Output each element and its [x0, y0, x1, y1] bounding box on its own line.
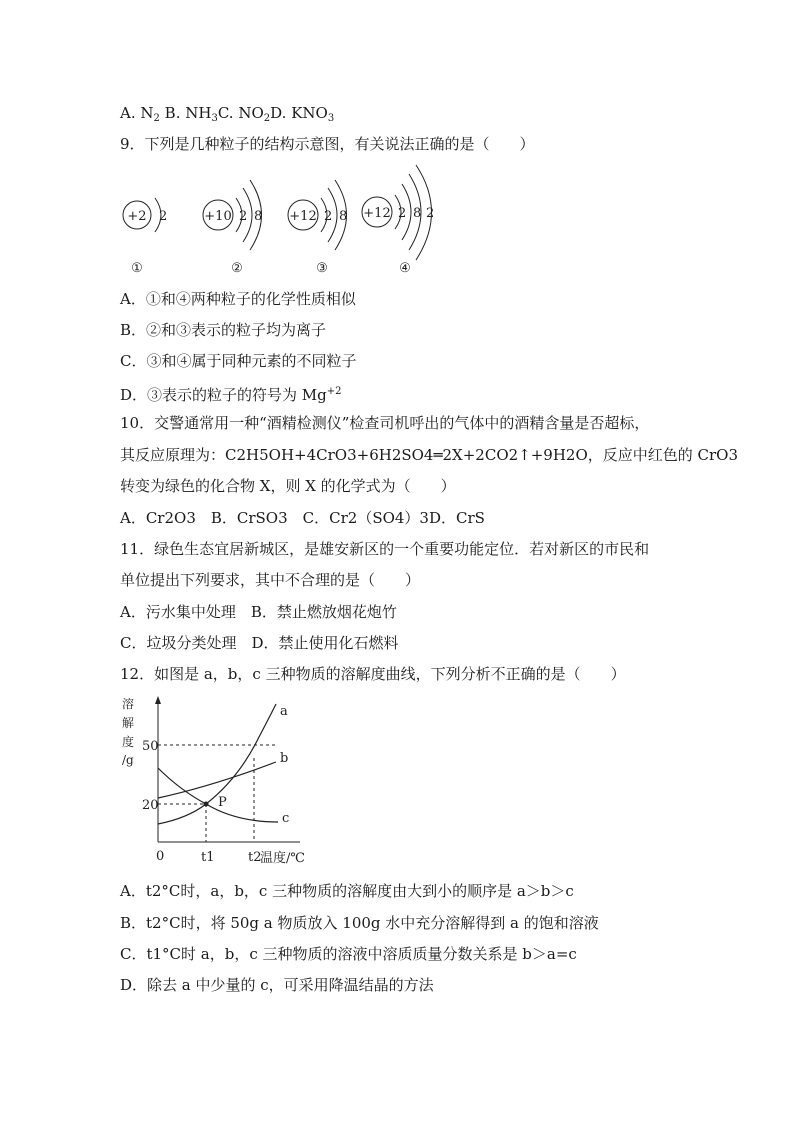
subscript: 2 [153, 113, 160, 124]
q12-stem: 12．如图是 a，b，c 三种物质的溶解度曲线，下列分析不正确的是（ ） [120, 665, 626, 683]
subscript: 3 [211, 113, 218, 124]
q9-option-b: B．②和③表示的粒子均为离子 [120, 321, 327, 339]
atomic-structure-diagram [115, 160, 455, 280]
q8-option-b: NH [185, 104, 212, 122]
q10-stem-line3: 转变为绿色的化合物 X，则 X 的化学式为（ ） [120, 477, 456, 495]
y-axis-label-char: /g [122, 753, 134, 767]
y-axis-label-char: 解 [122, 716, 135, 730]
y-axis-label-char: 度 [122, 735, 135, 749]
q8-option-c: NO [238, 104, 264, 122]
x-tick-t2: t2 [248, 850, 262, 865]
nucleus-1-charge: +2 [127, 209, 147, 224]
shell-electrons: 8 [413, 206, 422, 221]
shell-electrons: 8 [254, 209, 263, 224]
particle-label-3: ③ [316, 261, 328, 276]
q11-options-cd: C．垃圾分类处理 D．禁止使用化石燃料 [120, 634, 399, 652]
origin-label: 0 [156, 849, 165, 864]
curve-label-c: c [282, 811, 290, 826]
q9-option-d [120, 382, 342, 405]
solubility-curve-chart [118, 694, 318, 869]
nucleus-2-charge: +10 [204, 209, 232, 224]
shell-electrons: 8 [339, 209, 348, 224]
y-axis-arrow [155, 696, 161, 704]
curve-a [158, 704, 276, 824]
x-axis-label: 温度/℃ [260, 851, 305, 866]
q8-option-d-letter: D. [270, 104, 287, 122]
x-tick-t1: t1 [201, 850, 215, 865]
q9-option-a: A．①和④两种粒子的化学性质相似 [120, 290, 356, 308]
q8-option-c-letter: C. [217, 104, 234, 122]
subscript: 3 [327, 113, 335, 124]
q9-option-c: C．③和④属于同种元素的不同粒子 [120, 352, 357, 370]
particle-label-1: ① [131, 261, 143, 276]
nucleus-3-charge: +12 [289, 209, 317, 224]
q11-options-ab: A．污水集中处理 B．禁止燃放烟花炮竹 [120, 603, 397, 621]
y-tick-20: 20 [142, 798, 159, 813]
q12-option-d: D．除去 a 中少量的 c，可采用降温结晶的方法 [120, 976, 434, 994]
q12-option-c: C．t1°C时 a，b，c 三种物质的溶液中溶质质量分数关系是 b＞a=c [120, 945, 577, 963]
q12-option-a: A．t2°C时，a，b，c 三种物质的溶解度由大到小的顺序是 a＞b＞c [120, 882, 574, 900]
particle-label-2: ② [231, 261, 243, 276]
shell-electrons: 2 [398, 206, 407, 221]
shell-electrons: 2 [159, 209, 168, 224]
q8-option-d: KNO [291, 104, 328, 122]
curve-label-a: a [280, 704, 288, 719]
y-axis-label-char: 溶 [122, 697, 135, 711]
curve-b [158, 762, 276, 798]
shell-electrons: 2 [426, 206, 435, 221]
q10-options: A．Cr2O3 B．CrSO3 C．Cr2（SO4）3D．CrS [120, 509, 485, 527]
q11-stem-line2: 单位提出下列要求，其中不合理的是（ ） [120, 571, 421, 589]
nucleus-4-charge: +12 [363, 206, 391, 221]
curve-label-b: b [280, 751, 289, 766]
q10-stem-line1: 10．交警通常用一种“酒精检测仪”检查司机呼出的气体中的酒精含量是否超标， [120, 414, 650, 432]
shell-electrons: 2 [239, 209, 248, 224]
q8-option-a-letter: A. [120, 104, 136, 122]
subscript: 2 [263, 113, 271, 124]
q12-option-b: B．t2°C时，将 50g a 物质放入 100g 水中充分溶解得到 a 的饱和溶液 [120, 914, 599, 932]
q11-stem-line1: 11．绿色生态宜居新城区，是雄安新区的一个重要功能定位．若对新区的市民和 [120, 540, 650, 558]
q9-option-d-text: D．③表示的粒子的符号为 Mg [120, 386, 327, 404]
shell-electrons: 2 [324, 209, 333, 224]
q8-option-a: N [140, 104, 154, 122]
q9-option-d-superscript: +2 [326, 386, 342, 397]
q8-option-b-letter: B. [164, 104, 181, 122]
q10-stem-line2: 其反应原理为：C2H5OH+4CrO3+6H2SO4═2X+2CO2↑+9H2O，反应中红色的 CrO3 [120, 446, 739, 464]
q8-options [120, 103, 334, 129]
q9-stem: 9．下列是几种粒子的结构示意图，有关说法正确的是（ ） [120, 135, 535, 153]
y-tick-50: 50 [142, 739, 159, 754]
particle-label-4: ④ [399, 261, 411, 276]
intersection-point-p [204, 802, 209, 807]
point-label-p: P [218, 795, 227, 810]
